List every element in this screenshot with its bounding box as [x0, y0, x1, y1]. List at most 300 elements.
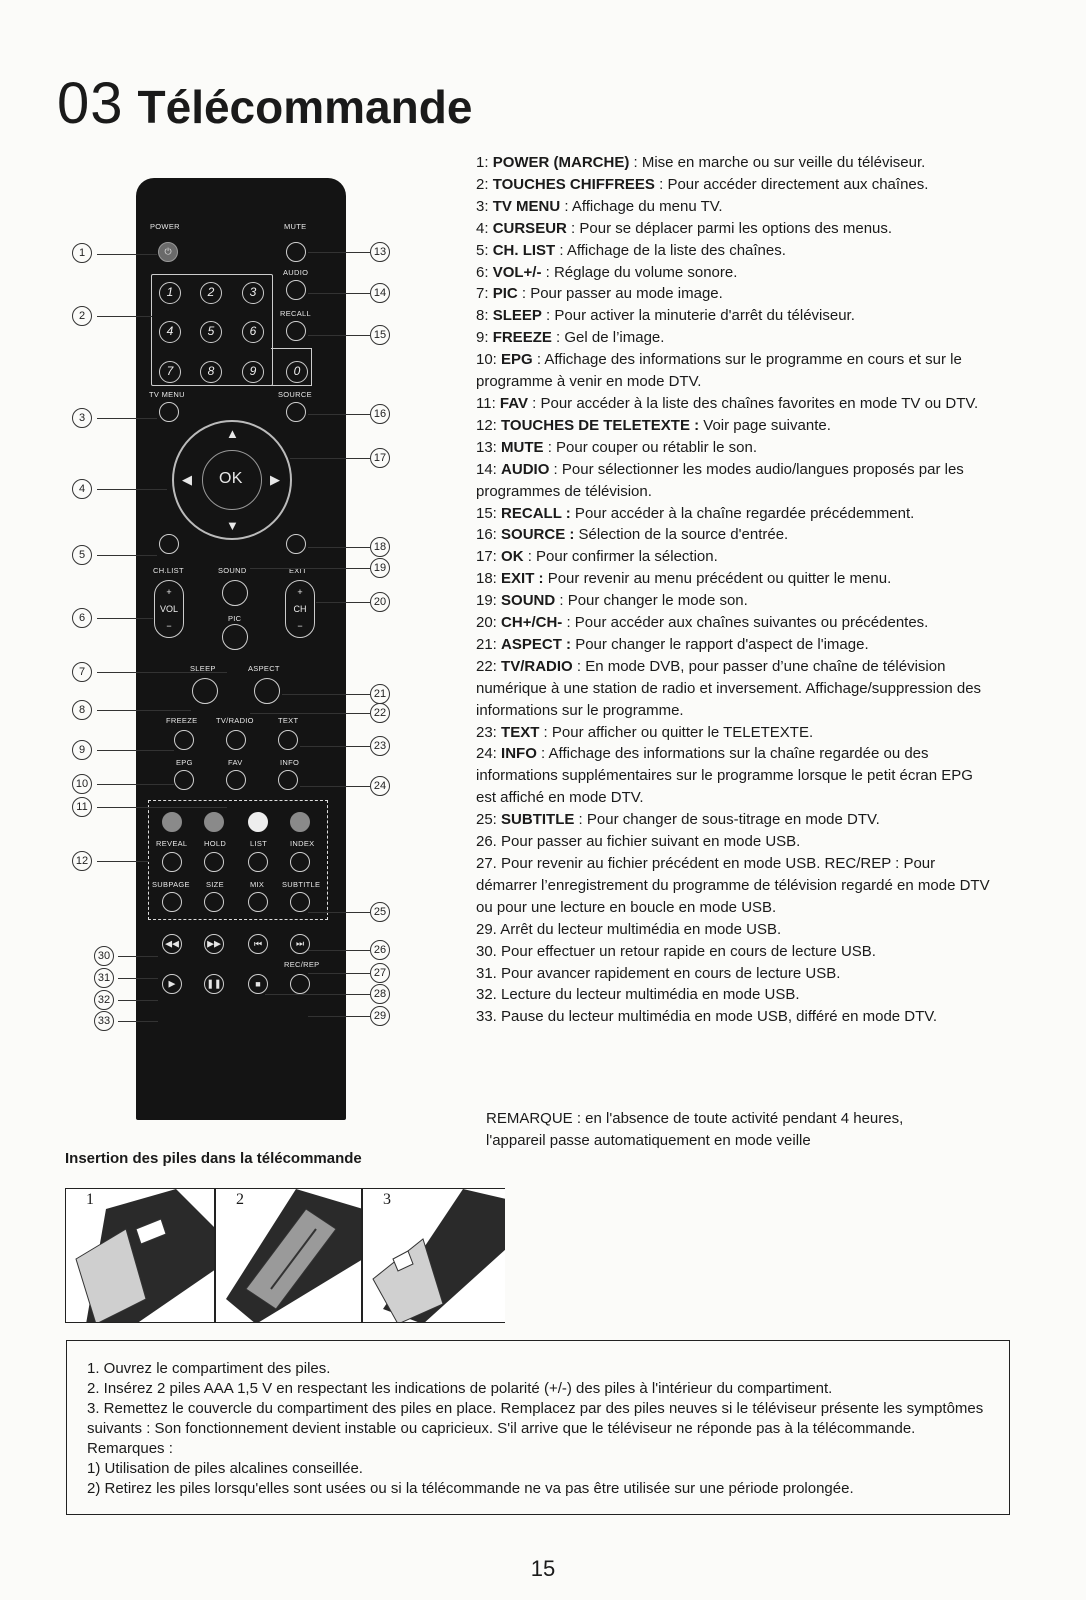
legend-desc: : Pour passer au mode image. — [517, 285, 723, 303]
legend-desc: : Pour accéder aux chaînes suivantes ou précédentes. — [562, 614, 929, 632]
legend-desc: : Pour couper ou rétablir le son. — [543, 438, 757, 456]
legend-key: 11: — [476, 394, 500, 412]
callout-leader — [290, 458, 370, 459]
legend-item — [476, 415, 996, 437]
callout-4: 4 — [72, 479, 92, 499]
callout-leader — [300, 746, 370, 747]
callout-7: 7 — [72, 662, 92, 682]
legend-term: CURSEUR — [492, 219, 567, 237]
aspect-label: ASPECT — [248, 664, 280, 673]
freeze-label: FREEZE — [166, 716, 198, 725]
subpage-button — [162, 892, 182, 912]
legend-desc: : Pour accéder à la liste des chaînes favorites en mode TV ou DTV. — [527, 394, 979, 412]
legend-key: 32. — [476, 986, 502, 1004]
callout-31: 31 — [94, 968, 114, 988]
legend-key: 29. — [476, 920, 501, 938]
legend-desc: : Réglage du volume sonore. — [541, 263, 738, 281]
legend-term: CH+/CH- — [501, 614, 563, 632]
callout-leader — [118, 1021, 158, 1022]
recall-label: RECALL — [280, 309, 311, 318]
legend-key: 10: — [476, 351, 502, 369]
callout-15: 15 — [370, 325, 390, 345]
callout-8: 8 — [72, 700, 92, 720]
battery-step-photo — [362, 1188, 505, 1323]
legend-item — [476, 437, 996, 459]
legend-item — [476, 152, 996, 174]
instruction-line: 1. Ouvrez le compartiment des piles. — [87, 1360, 331, 1377]
battery-section-title: Insertion des piles dans la télécommande — [65, 1150, 362, 1167]
legend-desc: Pour changer le rapport d'aspect de l'image. — [571, 635, 869, 653]
legend-term: AUDIO — [501, 460, 550, 478]
ch-rocker — [285, 580, 315, 638]
legend-item — [476, 349, 996, 393]
legend-term: RECALL : — [501, 504, 571, 522]
sound-label: SOUND — [218, 566, 247, 575]
legend-item — [476, 174, 996, 196]
blue-button — [290, 812, 310, 832]
legend-item — [476, 722, 996, 744]
remote-close-cover-image — [363, 1189, 505, 1323]
arrow-up-icon: ▲ — [226, 426, 240, 441]
arrow-left-icon: ◀ — [182, 472, 193, 487]
legend-key: 15: — [476, 504, 502, 522]
legend-key: 7: — [476, 285, 493, 303]
legend-key: 30. — [476, 942, 502, 960]
legend-item — [476, 262, 996, 284]
callout-leader — [97, 807, 227, 808]
callout-leader — [308, 252, 370, 253]
legend-item — [476, 919, 996, 941]
ok-label: OK — [219, 470, 243, 487]
callout-6: 6 — [72, 608, 92, 628]
page-number: 15 — [530, 1556, 556, 1581]
legend-desc: : Affichage des informations sur la chaîne regardée ou des informations supplémentaires sur le programme lorsque le petit écran EPG est affiché en mode DTV. — [476, 745, 973, 807]
legend-term: TV MENU — [492, 197, 561, 215]
callout-30: 30 — [94, 946, 114, 966]
legend-term: TOUCHES DE TELETEXTE : — [501, 416, 700, 434]
legend-key: 22: — [476, 657, 502, 675]
legend-item — [476, 240, 996, 262]
legend-desc: : Pour sélectionner les modes audio/langues proposés par les programmes de télévision. — [476, 460, 964, 500]
rec-rep-button — [290, 974, 310, 994]
callout-leader — [308, 335, 370, 336]
step-number: 2 — [236, 1191, 244, 1208]
legend-desc: : Affichage du menu TV. — [560, 197, 723, 215]
legend-term: EPG — [501, 351, 533, 369]
ch-list-label: CH.LIST — [153, 566, 184, 575]
callout-12: 12 — [72, 851, 92, 871]
size-label: SIZE — [206, 880, 224, 889]
reveal-label: REVEAL — [156, 839, 188, 848]
legend-key: 13: — [476, 438, 502, 456]
legend-desc: : Affichage des informations sur le programme en cours et sur le programme à venir en mode DTV. — [476, 351, 962, 391]
ch-list-button — [159, 534, 179, 554]
legend-key: 21: — [476, 635, 502, 653]
legend-item — [476, 809, 996, 831]
step-number: 1 — [86, 1191, 94, 1208]
index-label: INDEX — [290, 839, 315, 848]
legend-desc: Pause du lecteur multimédia en mode USB, différé en mode DTV. — [501, 1008, 938, 1026]
legend-key: 25: — [476, 811, 502, 829]
callout-leader — [97, 489, 167, 490]
size-button — [204, 892, 224, 912]
audio-label: AUDIO — [283, 268, 309, 277]
legend-key: 1: — [476, 154, 493, 171]
legend-item — [476, 1006, 996, 1028]
subtitle-button — [290, 892, 310, 912]
legend-term: TOUCHES CHIFFREES — [492, 175, 655, 193]
page-title — [57, 70, 472, 137]
callout-leader — [308, 547, 370, 548]
callout-leader — [97, 254, 157, 255]
callout-5: 5 — [72, 545, 92, 565]
remote-batteries-image — [216, 1189, 362, 1323]
play-button: ▶ — [162, 974, 182, 994]
legend-term: INFO — [501, 745, 537, 763]
legend-item — [476, 634, 996, 656]
legend-item — [476, 196, 996, 218]
arrow-down-icon: ▼ — [226, 518, 240, 533]
step-number: 3 — [383, 1191, 391, 1208]
fav-label: FAV — [228, 758, 243, 767]
power-button: ⏻ — [158, 242, 178, 262]
ch-plus-icon: + — [297, 587, 303, 597]
instruction-line: Remarques : — [87, 1440, 173, 1457]
remote-open-cover-image — [66, 1189, 215, 1323]
callout-20: 20 — [370, 592, 390, 612]
info-button — [278, 770, 298, 790]
legend-desc: Sélection de la source d'entrée. — [574, 526, 789, 544]
legend-desc: : Gel de l’image. — [551, 329, 665, 347]
callout-leader — [250, 568, 370, 569]
legend-key: 27. — [476, 855, 502, 872]
recall-button — [286, 321, 306, 341]
legend-desc: : Pour accéder directement aux chaînes. — [654, 175, 929, 193]
callout-24: 24 — [370, 776, 390, 796]
callout-leader — [308, 950, 370, 951]
pic-label: PIC — [228, 614, 242, 623]
callout-leader — [308, 293, 370, 294]
callout-leader — [308, 414, 370, 415]
callout-leader — [308, 1016, 370, 1017]
legend-desc: : Pour changer le mode son. — [555, 592, 748, 610]
callout-25: 25 — [370, 902, 390, 922]
legend-term: EXIT : — [501, 570, 544, 588]
legend-key: 14: — [476, 460, 502, 478]
legend-term: SOURCE : — [501, 526, 575, 544]
legend-desc: Pour avancer rapidement en cours de lecture USB. — [501, 964, 841, 982]
callout-17: 17 — [370, 448, 390, 468]
callout-18: 18 — [370, 537, 390, 557]
callout-22: 22 — [370, 703, 390, 723]
legend-item — [476, 984, 996, 1006]
digit-7-button: 7 — [159, 361, 181, 383]
sleep-label: SLEEP — [190, 664, 216, 673]
callout-27: 27 — [370, 963, 390, 983]
callout-leader — [97, 672, 227, 673]
subtitle-label: SUBTITLE — [282, 880, 321, 889]
digit-1-button: 1 — [159, 282, 181, 304]
mix-button — [248, 892, 268, 912]
legend-item — [476, 656, 996, 722]
callout-leader — [282, 694, 370, 695]
callout-26: 26 — [370, 940, 390, 960]
battery-step-photo — [65, 1188, 215, 1323]
legend-term: CH. LIST — [492, 241, 556, 259]
legend-item — [476, 743, 996, 809]
legend-item — [476, 524, 996, 546]
aspect-button — [254, 678, 280, 704]
legend-desc: Arrêt du lecteur multimédia en mode USB. — [500, 920, 782, 938]
legend-item — [476, 568, 996, 590]
legend-term: MUTE — [501, 438, 544, 456]
callout-leader — [97, 618, 153, 619]
pause-button: ❚❚ — [204, 974, 224, 994]
callout-leader — [97, 784, 174, 785]
legend-desc: Pour effectuer un retour rapide en cours de lecture USB. — [501, 942, 876, 960]
callout-2: 2 — [72, 306, 92, 326]
chapter-number: 03 — [57, 71, 124, 136]
digit-2-button: 2 — [200, 282, 222, 304]
legend-desc: : En mode DVB, pour passer d’une chaîne de télévision numérique à une station de radio et inversement. Affichage/suppression des informations sur le programme. — [476, 657, 982, 719]
sleep-button — [192, 678, 218, 704]
epg-button — [174, 770, 194, 790]
callout-29: 29 — [370, 1006, 390, 1026]
legend-key: 8: — [476, 307, 493, 325]
callout-16: 16 — [370, 404, 390, 424]
source-button — [286, 402, 306, 422]
epg-label: EPG — [176, 758, 193, 767]
callout-19: 19 — [370, 558, 390, 578]
ch-label: CH — [293, 604, 307, 614]
legend-key: 26. — [476, 833, 502, 851]
legend-item — [476, 963, 996, 985]
legend-desc: Lecture du lecteur multimédia en mode USB. — [501, 986, 800, 1004]
callout-leader — [118, 956, 158, 957]
power-label: POWER — [150, 222, 180, 231]
pic-button — [222, 624, 248, 650]
legend-desc: : Pour confirmer la sélection. — [523, 548, 718, 566]
info-label: INFO — [280, 758, 300, 767]
callout-leader — [97, 418, 157, 419]
instruction-line: 3. Remettez le couvercle du compartiment des piles en place. Remplacez par des piles neuves si le téléviseur présente les symptômes suivants : Son fonctionnement devient instable ou capricieux. S'il arrive que le téléviseur ne réponde pas à la télécommande. — [87, 1400, 984, 1437]
legend-key: 2: — [476, 175, 493, 193]
legend-item — [476, 546, 996, 568]
audio-button — [286, 280, 306, 300]
mute-label: MUTE — [284, 222, 307, 231]
legend-key: 6: — [476, 263, 493, 281]
legend-term: FAV — [499, 394, 528, 412]
legend-desc: : Pour changer de sous-titrage en mode DTV. — [574, 811, 880, 829]
callout-3: 3 — [72, 408, 92, 428]
legend-desc: : Affichage de la liste des chaînes. — [555, 241, 786, 259]
instruction-line: 1) Utilisation de piles alcalines conseillée. — [87, 1460, 363, 1477]
digit-3-button: 3 — [242, 282, 264, 304]
battery-instructions-box — [66, 1340, 1010, 1515]
callout-leader — [97, 316, 152, 317]
tv-radio-label: TV/RADIO — [216, 716, 254, 725]
exit-label: EXIT — [289, 566, 307, 575]
previous-button: ⏮ — [248, 934, 268, 954]
text-button — [278, 730, 298, 750]
legend-term: POWER (MARCHE) — [492, 154, 630, 171]
red-button — [162, 812, 182, 832]
subpage-label: SUBPAGE — [152, 880, 190, 889]
stop-button: ■ — [248, 974, 268, 994]
digit-9-button: 9 — [242, 361, 264, 383]
legend-key: 3: — [476, 197, 493, 215]
legend-item — [476, 305, 996, 327]
callout-leader — [97, 710, 191, 711]
exit-button — [286, 534, 306, 554]
instruction-line: 2) Retirez les piles lorsqu'elles sont usées ou si la télécommande ne va pas être utilisée sur une période prolongée. — [87, 1480, 854, 1497]
callout-13: 13 — [370, 242, 390, 262]
callout-leader — [97, 750, 174, 751]
digit-6-button: 6 — [242, 321, 264, 343]
callout-leader — [308, 912, 370, 913]
legend-item — [476, 393, 996, 415]
battery-steps-photos — [65, 1188, 505, 1323]
text-label: TEXT — [278, 716, 299, 725]
legend-term: VOL+/- — [492, 263, 542, 281]
legend-term: TV/RADIO — [501, 657, 573, 675]
index-button — [290, 852, 310, 872]
green-button — [204, 812, 224, 832]
callout-14: 14 — [370, 283, 390, 303]
remark-note: REMARQUE : en l'absence de toute activité pendant 4 heures, l'appareil passe automatiquement en mode veille — [486, 1110, 904, 1149]
legend-key: 20: — [476, 614, 502, 632]
callout-28: 28 — [370, 984, 390, 1004]
legend-item — [476, 503, 996, 525]
callout-32: 32 — [94, 990, 114, 1010]
legend-term: TEXT — [501, 723, 540, 741]
hold-label: HOLD — [204, 839, 227, 848]
legend-item — [476, 612, 996, 634]
callout-1: 1 — [72, 243, 92, 263]
legend-key: 16: — [476, 526, 502, 544]
mute-button — [286, 242, 306, 262]
legend-term: ASPECT : — [501, 635, 572, 653]
callout-leader — [97, 861, 149, 862]
callout-leader — [97, 555, 157, 556]
legend-desc: : Pour se déplacer parmi les options des menus. — [566, 219, 893, 237]
yellow-button — [248, 812, 268, 832]
legend-desc: : Pour activer la minuterie d'arrêt du téléviseur. — [541, 307, 855, 325]
legend-term: SLEEP — [492, 307, 542, 325]
legend-key: 12: — [476, 416, 502, 434]
callout-10: 10 — [72, 774, 92, 794]
legend-key: 24: — [476, 745, 502, 763]
tv-menu-label: TV MENU — [149, 390, 185, 399]
battery-step-photo — [215, 1188, 362, 1323]
legend-desc: : Mise en marche ou sur veille du téléviseur. — [629, 154, 926, 171]
callout-33: 33 — [94, 1011, 114, 1031]
digit-0-button: 0 — [286, 361, 308, 383]
legend-item — [476, 853, 996, 919]
callout-11: 11 — [72, 797, 92, 817]
legend-key: 23: — [476, 723, 502, 741]
list-label: LIST — [250, 839, 268, 848]
legend-item — [476, 218, 996, 240]
fav-button — [226, 770, 246, 790]
mix-label: MIX — [250, 880, 265, 889]
digit-5-button: 5 — [200, 321, 222, 343]
callout-leader — [118, 978, 158, 979]
legend-term: PIC — [492, 285, 518, 303]
legend-key: 9: — [476, 329, 493, 347]
legend-desc: Pour passer au fichier suivant en mode USB. — [501, 833, 801, 851]
callout-23: 23 — [370, 736, 390, 756]
tv-menu-button — [159, 402, 179, 422]
callout-leader — [118, 1000, 158, 1001]
legend-item — [476, 459, 996, 503]
legend-term: SUBTITLE — [501, 811, 575, 829]
legend-desc: : Pour afficher ou quitter le TELETEXTE. — [539, 723, 814, 741]
legend-term: OK — [501, 548, 524, 566]
legend-desc: Pour revenir au fichier précédent en mode USB. REC/REP : Pour démarrer l’enregistrement du programme de télévision regardé en mode DTV ou pour une lecture en boucle en mode USB. — [476, 855, 990, 916]
list-button — [248, 852, 268, 872]
digit-4-button: 4 — [159, 321, 181, 343]
ch-minus-icon: − — [297, 621, 303, 631]
rec-rep-label: REC/REP — [284, 960, 320, 969]
arrow-right-icon: ▶ — [270, 472, 281, 487]
source-label: SOURCE — [278, 390, 312, 399]
legend-item — [476, 283, 996, 305]
hold-button — [204, 852, 224, 872]
callout-leader — [316, 602, 370, 603]
callout-leader — [265, 994, 370, 995]
vol-rocker — [154, 580, 184, 638]
vol-minus-icon: − — [166, 621, 172, 631]
fast-forward-button: ▶▶ — [204, 934, 224, 954]
tv-radio-button — [226, 730, 246, 750]
button-legend — [476, 152, 996, 1028]
legend-term: SOUND — [501, 592, 556, 610]
rewind-button: ◀◀ — [162, 934, 182, 954]
legend-key: 17: — [476, 548, 502, 566]
legend-key: 31. — [476, 964, 502, 982]
legend-desc: Pour accéder à la chaîne regardée précédemment. — [570, 504, 915, 522]
legend-key: 19: — [476, 592, 502, 610]
callout-21: 21 — [370, 684, 390, 704]
freeze-button — [174, 730, 194, 750]
callout-9: 9 — [72, 740, 92, 760]
legend-item — [476, 831, 996, 853]
reveal-button — [162, 852, 182, 872]
vol-label: VOL — [159, 604, 178, 614]
next-button: ⏭ — [290, 934, 310, 954]
legend-key: 33. — [476, 1008, 502, 1026]
digit-8-button: 8 — [200, 361, 222, 383]
legend-key: 5: — [476, 241, 493, 259]
legend-desc: Voir page suivante. — [699, 416, 831, 434]
vol-plus-icon: + — [166, 587, 172, 597]
legend-item — [476, 327, 996, 349]
sound-button — [222, 580, 248, 606]
callout-leader — [300, 786, 370, 787]
callout-leader — [250, 713, 370, 714]
legend-item — [476, 941, 996, 963]
legend-key: 4: — [476, 219, 493, 237]
legend-desc: Pour revenir au menu précédent ou quitter le menu. — [543, 570, 892, 588]
legend-key: 18: — [476, 570, 502, 588]
legend-term: FREEZE — [492, 329, 552, 347]
chapter-title: Télécommande — [137, 81, 473, 133]
remote-control-illustration — [136, 178, 346, 1120]
callout-leader — [308, 973, 370, 974]
legend-item — [476, 590, 996, 612]
instruction-line: 2. Insérez 2 piles AAA 1,5 V en respectant les indications de polarité (+/-) des piles à l'intérieur du compartiment. — [87, 1380, 833, 1397]
